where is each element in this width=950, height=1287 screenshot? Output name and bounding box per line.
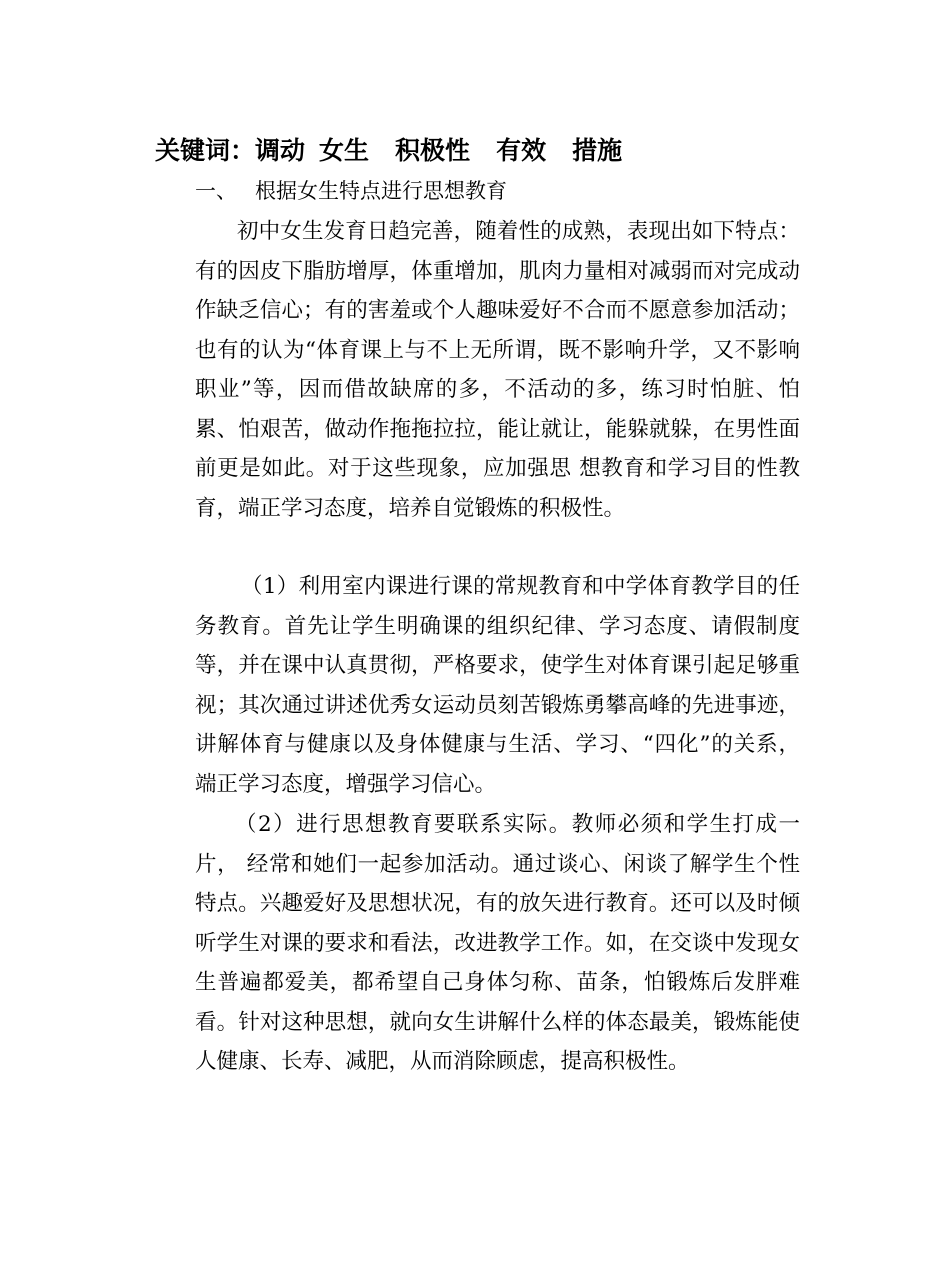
keywords-line — [155, 131, 855, 171]
keyword-item: 调动 — [255, 136, 306, 165]
section-number: 一、 — [195, 179, 237, 203]
keyword-item: 有效 — [496, 136, 547, 165]
keyword-item: 措施 — [572, 136, 623, 165]
body-paragraph: （2）进行思想教育要联系实际。教师必须和学生打成一片， 经常和她们一起参加活动。通过谈心、闲谈了解学生个性特点。兴趣爱好及思想状况，有的放矢进行教育。还可以及时倾听学生对课的要求和看法，改进教学工作。如，在交谈中发现女生普遍都爱美，都希望自己身体匀称、苗条，怕锻炼后发胖难看。针对这种思想，就向女生讲解什么样的体态最美，锻炼能使人健康、长寿、减肥，从而消除顾虑，提高积极性。 — [195, 812, 800, 1074]
body-paragraph: （1）利用室内课进行课的常规教育和中学体育教学目的任务教育。首先让学生明确课的组织纪律、学习态度、请假制度等，并在课中认真贯彻，严格要求，使学生对体育课引起足够重视；其次通过讲述优秀女运动员刻苦锻炼勇攀高峰的先进事迹， 讲解体育与健康以及身体健康与生活、学习、“四化”的关系， 端正学习态度，增强学习信心。 — [195, 574, 800, 797]
keyword-item: 积极性 — [395, 136, 471, 165]
keywords-label: 关键词： — [155, 136, 256, 165]
body-paragraph: 初中女生发育日趋完善，随着性的成熟，表现出如下特点：有的因皮下脂肪增厚，体重增加，肌肉力量相对减弱而对完成动作缺乏信心；有的害羞或个人趣味爱好不合而不愿意参加活动；也有的认为“体育课上与不上无所谓，既不影响升学，又不影响职业”等，因而借故缺席的多，不活动的多，练习时怕脏、怕累、怕艰苦，做动作拖拖拉拉，能让就让，能躲就躲，在男性面前更是如此。对于这些现象，应加强思 想教育和学习目的性教育，端正学习态度，培养自觉锻炼的积极性。 — [195, 219, 800, 521]
keyword-item: 女生 — [319, 136, 370, 165]
section-heading — [195, 174, 507, 208]
section-title: 根据女生特点进行思想教育 — [255, 179, 507, 203]
